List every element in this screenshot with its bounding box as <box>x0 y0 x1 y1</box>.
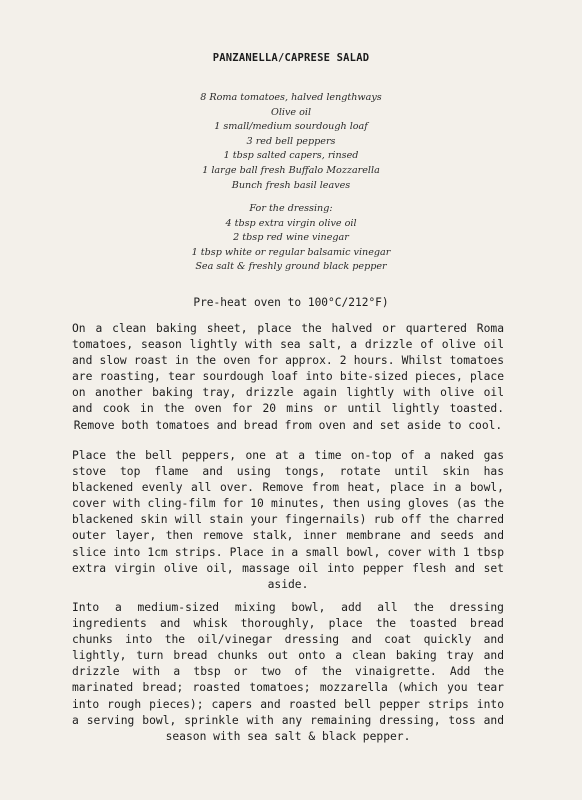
preheat-instruction: Pre-heat oven to 100°C/212°F) <box>193 296 389 309</box>
method-step-assemble: Into a medium-sized mixing bowl, add all the dressing ingredients and whisk thoroughly, place the toasted bread chunks into the oil/vinegar dressing and coat quickly and lightly, turn bread chunks out onto a clean baking tray and drizzle with a tbsp or two of the vinaigrette. Add the marinated bread; roasted tomatoes; mozzarella (which you tear into rough pieces); capers and roasted bell pepper strips into a serving bowl, sprinkle with any remaining dressing, toss and season with sea salt & black pepper. <box>72 601 504 743</box>
method-step-roast: On a clean baking sheet, place the halved or quartered Roma tomatoes, season lightly with sea salt, a drizzle of olive oil and slow roast in the oven for approx. 2 hours. Whilst tomatoes are roasting, tear sourdough loaf into bite-sized pieces, place on another baking tray, drizzle again lightly with olive oil and cook in the oven for 20 mins or until lightly toasted. Remove both tomatoes and bread from oven and set aside to cool. <box>72 322 504 432</box>
dressing-item: Sea salt & freshly ground black pepper <box>195 261 387 273</box>
ingredient-item: 1 small/medium sourdough loaf <box>214 121 368 133</box>
ingredient-item: Bunch fresh basil leaves <box>231 179 351 191</box>
ingredients-list <box>0 91 582 193</box>
recipe-title: PANZANELLA/CAPRESE SALAD <box>212 52 370 64</box>
dressing-item: 4 tbsp extra virgin olive oil <box>225 217 357 229</box>
dressing-item: 2 tbsp red wine vinegar <box>233 232 349 244</box>
ingredient-item: 8 Roma tomatoes, halved lengthways <box>200 92 382 103</box>
ingredient-item: Olive oil <box>270 106 312 118</box>
ingredient-item: 3 red bell peppers <box>246 135 336 147</box>
dressing-heading: For the dressing: <box>249 203 333 214</box>
ingredient-item: 1 large ball fresh Buffalo Mozzarella <box>202 164 380 176</box>
dressing-item: 1 tbsp white or regular balsamic vinegar <box>191 246 391 258</box>
dressing-list <box>0 202 582 275</box>
ingredient-item: 1 tbsp salted capers, rinsed <box>223 150 359 162</box>
method-step-peppers: Place the bell peppers, one at a time on-top of a naked gas stove top flame and using tongs, rotate until skin has blackened evenly all over. Remove from heat, place in a bowl, cover with cling-film for 10 minutes, then using gloves (as the blackened skin will stain your fingernails) rub off the charred outer layer, then remove stalk, inner membrane and seeds and slice into 1cm strips. Place in a small bowl, cover with 1 tbsp extra virgin olive oil, massage oil into pepper flesh and set aside. <box>72 449 504 591</box>
